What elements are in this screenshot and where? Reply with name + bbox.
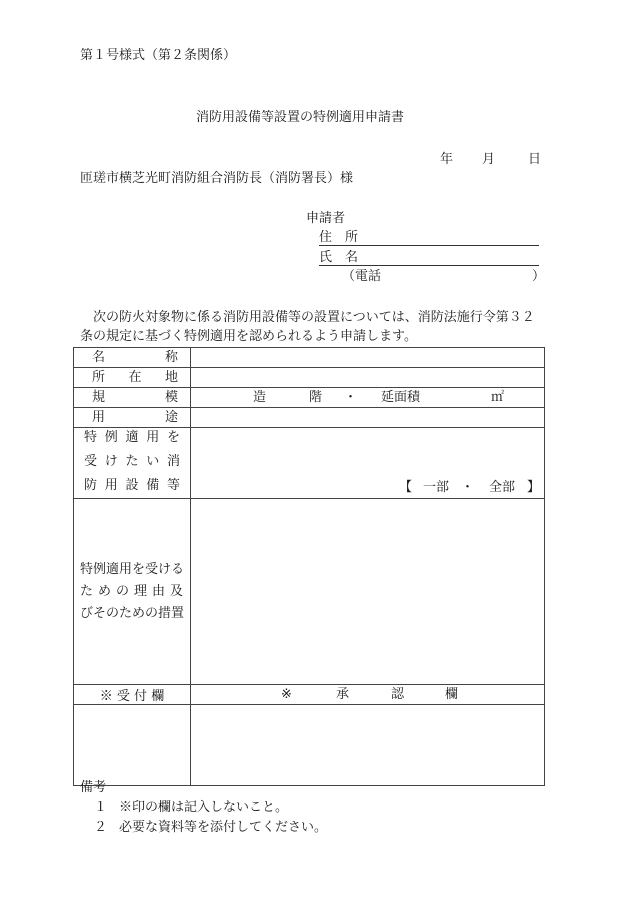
scale-dot: ・ — [344, 390, 358, 405]
row-office-body — [74, 705, 545, 786]
row-location — [74, 368, 545, 388]
intro-line-1: 次の防火対象物に係る消防用設備等の設置については、消防法施行令第３２ — [80, 310, 535, 325]
scale-structure: 造 — [253, 390, 267, 405]
note-item-2-text: 必要な資料等を添付してください。 — [119, 820, 328, 835]
scale-label-char: 模 — [164, 389, 178, 405]
equipment-label-char: 防 — [84, 478, 98, 493]
approval-char: 欄 — [445, 686, 459, 702]
address-label: 住 所 — [319, 230, 359, 245]
equipment-label-char: 受 — [84, 454, 98, 469]
use-label-char: 途 — [164, 409, 178, 425]
phone-close: ） — [532, 269, 546, 284]
equipment-label-char: 特 — [84, 430, 98, 445]
reason-label-cell — [74, 499, 191, 685]
name-label-cell — [74, 348, 191, 368]
scale-unit: ㎡ — [491, 390, 505, 405]
scale-label-cell — [74, 388, 191, 408]
row-equipment — [74, 428, 545, 499]
equipment-label-char: 用 — [146, 430, 160, 445]
notes-label: 備考 — [80, 780, 107, 795]
reason-value-cell[interactable] — [191, 499, 545, 685]
equipment-choice — [191, 478, 544, 498]
location-label-char: 所 — [92, 369, 106, 385]
row-name — [74, 348, 545, 368]
reception-header: ※ 受 付 欄 — [74, 685, 191, 705]
equipment-label-char: 消 — [166, 454, 180, 469]
equipment-label-char: 適 — [125, 430, 139, 445]
phone-field[interactable] — [392, 269, 532, 285]
phone-open: （電話 — [342, 269, 382, 284]
note-item-1-num: １ — [94, 800, 108, 815]
choice-open-bracket: 【 — [399, 480, 413, 495]
document-title: 消防用設備等設置の特例適用申請書 — [196, 110, 405, 125]
location-label-cell — [74, 368, 191, 388]
equipment-label-line — [74, 474, 190, 498]
equipment-label-char: を — [166, 430, 180, 445]
row-scale — [74, 388, 545, 408]
applicant-label: 申請者 — [306, 211, 346, 226]
equipment-label-char: 等 — [166, 478, 180, 493]
approval-char: 認 — [391, 686, 405, 702]
row-reason — [74, 499, 545, 685]
choice-close-bracket: 】 — [527, 480, 541, 495]
equipment-label-cell — [74, 428, 191, 499]
date-year: 年 — [440, 152, 454, 167]
reason-label-line: ための理由及 — [80, 583, 189, 599]
equipment-value-cell[interactable] — [191, 428, 545, 499]
row-use — [74, 408, 545, 428]
equipment-label-line — [74, 450, 190, 474]
choice-part[interactable]: 一部 — [423, 480, 450, 495]
equipment-label-char: い — [146, 454, 160, 469]
location-value-cell[interactable] — [191, 368, 545, 388]
approval-mark: ※ — [281, 686, 292, 702]
location-label-char: 在 — [128, 369, 142, 385]
addressee: 匝瑳市横芝光町消防組合消防長（消防署長）様 — [80, 171, 354, 186]
note-item-2-num: ２ — [94, 820, 108, 835]
equipment-label-char: 設 — [125, 478, 139, 493]
equipment-label-char: た — [125, 454, 139, 469]
equipment-label-char: 備 — [146, 478, 160, 493]
reception-cell — [74, 705, 191, 786]
reason-label-line: びそのための措置 — [80, 605, 185, 621]
choice-dot: ・ — [461, 480, 475, 495]
use-label-cell — [74, 408, 191, 428]
scale-value-cell[interactable] — [191, 388, 545, 408]
address-field[interactable] — [319, 245, 539, 246]
row-office-header — [74, 685, 545, 705]
note-item-1-text: ※印の欄は記入しないこと。 — [119, 800, 289, 815]
approval-cell — [191, 705, 545, 786]
equipment-label-char: 例 — [104, 430, 118, 445]
date-month: 月 — [482, 152, 496, 167]
approval-char: 承 — [336, 686, 350, 702]
scale-floor-area: 延面積 — [381, 390, 421, 405]
equipment-label-char: 用 — [104, 478, 118, 493]
scale-floors: 階 — [309, 390, 323, 405]
name-value-cell[interactable] — [191, 348, 545, 368]
scale-label-char: 規 — [92, 389, 106, 405]
name-label-char: 名 — [92, 349, 106, 365]
use-label-char: 用 — [92, 409, 106, 425]
use-value-cell[interactable] — [191, 408, 545, 428]
approval-header — [191, 685, 545, 705]
name-field[interactable] — [319, 265, 539, 266]
name-label-char: 称 — [164, 349, 178, 365]
location-label-char: 地 — [164, 369, 178, 385]
equipment-label-char: け — [104, 454, 118, 469]
name-label: 氏 名 — [319, 250, 359, 265]
choice-all[interactable]: 全部 — [489, 480, 516, 495]
form-number: 第１号様式（第２条関係） — [80, 48, 237, 63]
reason-label-line: 特例適用を受ける — [80, 561, 185, 577]
equipment-label-line — [74, 426, 190, 450]
application-table — [73, 347, 545, 786]
reason-label — [74, 559, 190, 625]
date-day: 日 — [528, 152, 542, 167]
intro-line-2: 条の規定に基づく特例適用を認められるよう申請します。 — [80, 329, 417, 344]
